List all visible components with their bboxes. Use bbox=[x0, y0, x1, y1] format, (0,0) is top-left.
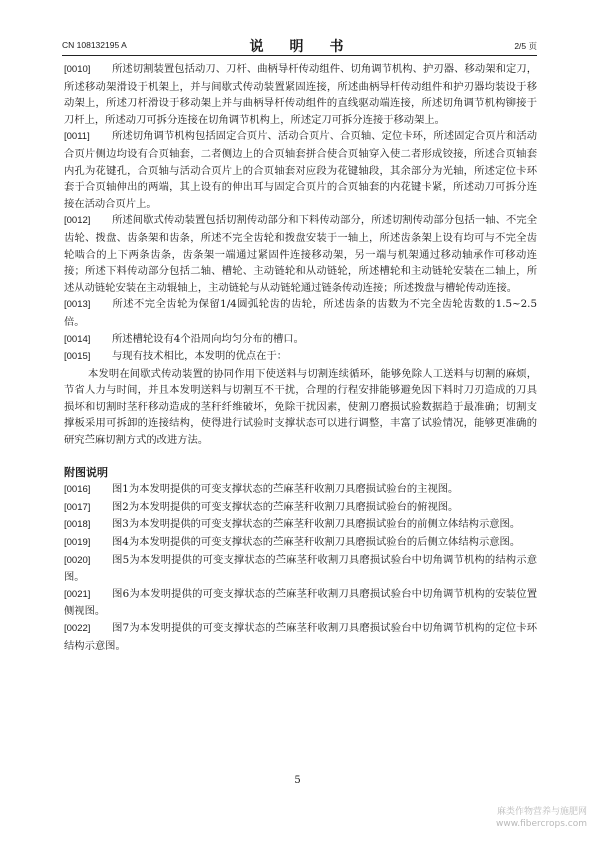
paragraph-number: [0022] bbox=[64, 623, 91, 634]
paragraph-0010 bbox=[64, 61, 537, 128]
paragraph-number: [0012] bbox=[64, 215, 91, 227]
watermark-site-name: 麻类作物营养与施肥网 bbox=[496, 807, 587, 817]
paragraph-0012 bbox=[64, 212, 537, 296]
paragraph-text: 所述槽轮设有4个沿周向均匀分布的槽口。 bbox=[112, 332, 304, 345]
watermark bbox=[496, 806, 587, 830]
section-heading: 附图说明 bbox=[64, 465, 108, 479]
paragraph-number: [0010] bbox=[64, 64, 91, 75]
page-header bbox=[62, 36, 537, 54]
paragraph-text: 图3为本发明提供的可变支撑状态的苎麻茎秆收割刀具磨损试验台的前侧立体结构示意图。 bbox=[112, 518, 521, 531]
paragraph-text: 图6为本发明提供的可变支撑状态的苎麻茎秆收割刀具磨损试验台中切角调节机构的安装位置侧视图。 bbox=[64, 587, 537, 618]
paragraph-text: 与现有技术相比，本发明的优点在于： bbox=[112, 350, 288, 363]
advantages-paragraph bbox=[64, 366, 537, 449]
paragraph-0022 bbox=[64, 620, 537, 654]
paragraph-text: 图2为本发明提供的可变支撑状态的苎麻茎秆收割刀具磨损试验台的俯视图。 bbox=[112, 500, 459, 513]
paragraph-text: 所述切割装置包括动刀、刀杆、曲柄导杆传动组件、切角调节机构、护刃器、移动架和定刀，所述移动架滑设于机架上，并与间歇式传动装置紧固连接，所述曲柄导杆传动组件和护刃器均装设于移动架上，所述刀杆滑设于移动架上并与曲柄导杆传动组件的直线驱动端连接，所述切角调节机构铆接于刀杆上，所述动刀可拆分连接在切角调节机构上，所述定刀可拆分连接于移动架上。 bbox=[64, 63, 537, 126]
paragraph-0021 bbox=[64, 586, 537, 620]
paragraph-0020 bbox=[64, 552, 537, 586]
paragraph-text: 图4为本发明提供的可变支撑状态的苎麻茎秆收割刀具磨损试验台的后侧立体结构示意图。 bbox=[112, 536, 521, 549]
paragraph-0011 bbox=[64, 128, 537, 212]
paragraph-text: 所述间歇式传动装置包括切割传动部分和下料传动部分，所述切割传动部分包括一轴、不完全齿轮、拨盘、齿条架和齿条，所述不完全齿轮和拨盘安装于一轴上，所述齿条架上设有均可与不完全齿轮啮合的上下两条齿条，齿条架一端通过紧固件连接移动架，另一端与机架通过移动轴承作可移动连接；所述下料传动部分包括二轴、槽轮、主动链轮和从动链轮，所述槽轮和主动链轮安装在二轴上，所述从动链轮安装在主动辊轴上，主动链轮与从动链轮通过链条传动连接；所述拨盘与槽轮传动连接。 bbox=[64, 214, 537, 294]
paragraph-text: 图5为本发明提供的可变支撑状态的苎麻茎秆收割刀具磨损试验台中切角调节机构的结构示意图。 bbox=[64, 553, 537, 584]
page-count: 2/5 页 bbox=[514, 41, 537, 51]
paragraph-number: [0017] bbox=[64, 501, 91, 513]
paragraph-0016 bbox=[64, 481, 537, 499]
paragraph-0019 bbox=[64, 534, 537, 552]
document-number: CN 108132195 A bbox=[62, 40, 127, 50]
paragraph-number: [0014] bbox=[64, 333, 91, 345]
paragraph-text: 本发明在间歇式传动装置的协同作用下使送料与切割连续循环，能够免除人工送料与切割的麻烦，节省人力与时间，并且本发明送料与切割互不干扰，合理的行程安排能够避免因下料时刀刃造成的刀具损坏和切割时茎秆移动造成的茎秆纤维破坏，免除干扰因素，使割刀磨损试验数据趋于最准确；切割支撑板采用可拆卸的连接结构，使得进行试验时支撑状态可以进行调整，丰富了试验情况，能够更准确的研究苎麻切割方式的改进方法。 bbox=[64, 367, 537, 447]
paragraph-0018 bbox=[64, 516, 537, 534]
paragraph-0013 bbox=[64, 296, 537, 330]
paragraph-number: [0021] bbox=[64, 588, 91, 600]
paragraph-text: 所述不完全齿轮为保留1/4圆弧轮齿的齿轮，所述齿条的齿数为不完全齿轮齿数的1.5~2.5倍。 bbox=[64, 298, 537, 328]
paragraph-0014 bbox=[64, 331, 537, 349]
header-rule bbox=[62, 55, 537, 56]
paragraph-number: [0018] bbox=[64, 519, 91, 531]
paragraph-text: 图7为本发明提供的可变支撑状态的苎麻茎秆收割刀具磨损试验台中切角调节机构的定位卡环结构示意图。 bbox=[64, 622, 537, 652]
document-title: 说 明 书 bbox=[249, 39, 350, 55]
paragraph-number: [0019] bbox=[64, 537, 91, 549]
paragraph-text: 图1为本发明提供的可变支撑状态的苎麻茎秆收割刀具磨损试验台的主视图。 bbox=[112, 483, 459, 496]
paragraph-number: [0011] bbox=[64, 131, 90, 143]
paragraph-0017 bbox=[64, 499, 537, 517]
document-body bbox=[64, 61, 537, 654]
paragraph-text: 所述切角调节机构包括固定合页片、活动合页片、合页轴、定位卡环，所述固定合页片和活动合页片侧边均设有合页轴套，二者侧边上的合页轴套拼合使合页轴穿入使二者形成铰接，所述合页轴套内孔为花键孔，合页轴与活动合页片上的合页轴套对应段为花键轴段，其余部分为光轴，所述定位卡环套于合页轴伸出的两端，其上设有的伸出耳与固定合页片的合页轴套的内花键卡紧，所述动刀可拆分连接在活动合页片上。 bbox=[64, 130, 537, 210]
paragraph-number: [0016] bbox=[64, 484, 91, 496]
paragraph-number: [0020] bbox=[64, 554, 91, 566]
page-number: 5 bbox=[294, 775, 301, 786]
watermark-url: www.fibercrops.com bbox=[496, 819, 587, 829]
paragraph-number: [0013] bbox=[64, 299, 91, 311]
paragraph-number: [0015] bbox=[64, 351, 91, 363]
paragraph-0015 bbox=[64, 348, 537, 366]
